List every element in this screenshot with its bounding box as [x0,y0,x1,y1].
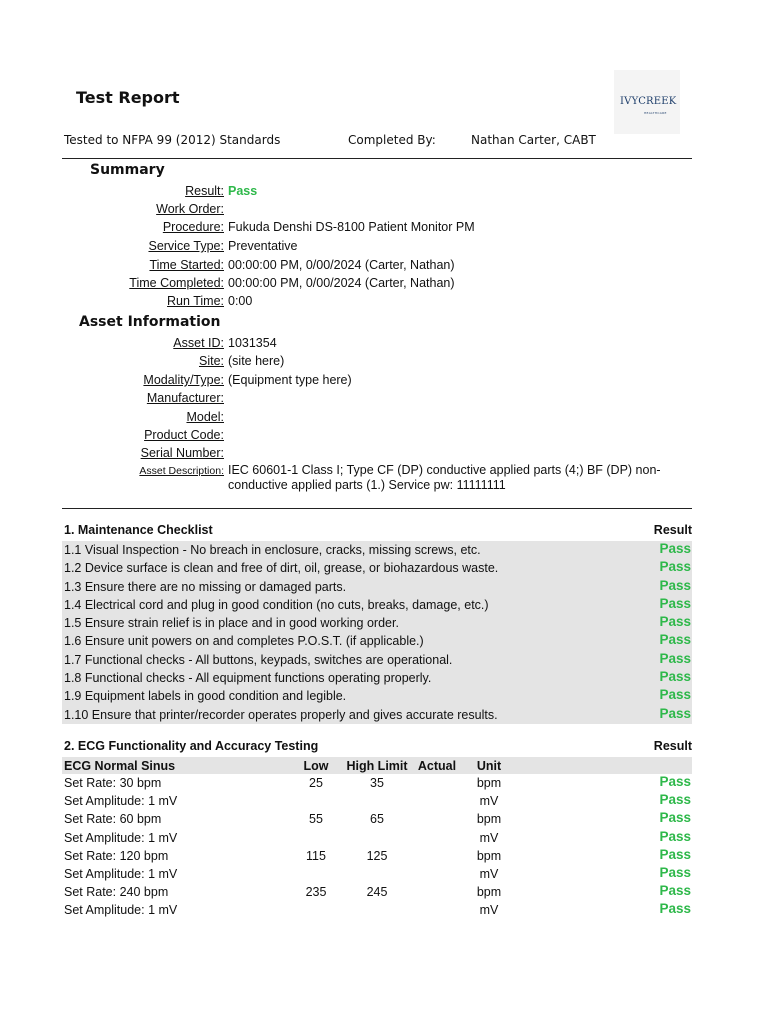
ecg-row [62,901,692,919]
checklist-text: 1.4 Electrical cord and plug in good condition (no cuts, breaks, damage, etc.) [64,597,489,612]
result-column-header: Result [653,523,692,537]
asset-heading: Asset Information [79,314,221,330]
field-value: 0:00 [228,294,253,308]
field-label: Time Completed: [129,276,224,290]
checklist-header [64,523,692,537]
ecg-row [62,810,692,828]
ecg-result: Pass [659,828,691,844]
checklist-result: Pass [659,541,691,556]
company-logo [614,70,680,134]
checklist-text: 1.9 Equipment labels in good condition and legible. [64,689,347,704]
field-label: Time Started: [149,258,224,272]
field-label: Serial Number: [140,446,224,460]
checklist-result: Pass [659,632,691,648]
asset-field [60,391,700,409]
test-name: Set Amplitude: 1 mV [64,830,178,845]
ecg-result: Pass [659,792,691,808]
asset-field [60,410,700,428]
logo-text: IVYCREEK [620,96,677,107]
ecg-result: Pass [659,883,691,899]
ecg-row [62,792,692,810]
ecg-result: Pass [659,901,691,917]
checklist-row [62,596,692,614]
field-label: Service Type: [148,239,224,253]
ecg-row [62,865,692,883]
high-value: 125 [366,848,388,863]
asset-field [60,428,700,446]
field-label: Modality/Type: [143,373,224,387]
checklist-row [62,614,692,632]
field-label: Asset ID: [173,336,224,350]
asset-field [60,446,700,464]
checklist-result: Pass [659,577,691,593]
field-label: Site: [198,354,224,368]
low-value: 55 [309,812,323,827]
checklist-result: Pass [659,705,691,721]
ecg-header [64,739,692,753]
asset-field [60,373,700,391]
field-value: (site here) [228,354,285,368]
unit: mV [479,903,499,918]
field-value: 00:00:00 PM, 0/00/2024 (Carter, Nathan) [228,276,455,290]
test-name: Set Amplitude: 1 mV [64,903,178,918]
checklist-result: Pass [659,559,691,575]
field-label: Work Order: [156,202,224,216]
unit: bpm [476,848,502,863]
ecg-row [62,883,692,901]
test-name: Set Rate: 120 bpm [64,848,169,863]
asset-description: IEC 60601-1 Class I; Type CF (DP) conductive applied parts (4;) BF (DP) non-conductive applied parts (1.) Service pw: 11111111 [228,463,661,492]
result-column-header: Result [653,739,692,753]
test-name: Set Rate: 60 bpm [64,812,162,827]
checklist-result: Pass [659,614,691,630]
checklist-row [62,706,692,724]
ecg-result: Pass [659,846,691,862]
high-value: 65 [370,812,384,827]
checklist-text: 1.5 Ensure strain relief is in place and in good working order. [64,616,399,631]
test-name: Set Rate: 240 bpm [64,885,169,900]
summary-field [60,220,700,238]
ecg-row [62,774,692,792]
asset-divider [62,508,692,509]
checklist-row [62,669,692,687]
checklist-row [62,687,692,705]
field-label: Procedure: [162,220,224,234]
ecg-result: Pass [659,810,691,826]
ecg-row [62,847,692,865]
test-name: Set Rate: 30 bpm [64,776,162,790]
checklist-result: Pass [659,650,691,666]
checklist-result: Pass [659,687,691,703]
high-value: 245 [366,885,388,900]
summary-field [60,276,700,294]
checklist-row [62,541,692,559]
checklist-result: Pass [659,669,691,685]
unit: mV [479,830,499,845]
report-title: Test Report [76,88,180,107]
col-header-unit: Unit [476,759,502,773]
ecg-column-headers [62,757,692,774]
checklist-row [62,578,692,596]
col-header-actual: Actual [417,759,457,773]
summary-field [60,202,700,220]
unit: mV [479,866,499,881]
logo-subtext: HEALTHCARE [644,111,667,115]
col-header-test: ECG Normal Sinus [64,759,176,773]
checklist-text: 1.10 Ensure that printer/recorder operates properly and gives accurate results. [64,707,498,722]
asset-field [60,336,700,354]
header-divider [62,158,692,159]
col-header-low: Low [303,759,329,773]
checklist-result: Pass [659,595,691,611]
checklist-text: 1.6 Ensure unit powers on and completes P.O.S.T. (if applicable.) [64,634,424,649]
summary-field [60,294,700,312]
asset-field [60,354,700,372]
ecg-result: Pass [659,864,691,880]
standards-text: Tested to NFPA 99 (2012) Standards [64,133,281,147]
completed-by-label: Completed By: [348,133,436,147]
ecg-row [62,829,692,847]
field-value: 1031354 [228,336,277,350]
test-name: Set Amplitude: 1 mV [64,794,178,809]
field-value: Preventative [228,239,298,253]
summary-field [60,239,700,257]
low-value: 115 [306,848,326,863]
unit: bpm [476,776,502,790]
checklist-text: 1.3 Ensure there are no missing or damaged parts. [64,579,347,594]
completed-by-name: Nathan Carter, CABT [471,133,596,147]
result-value: Pass [228,184,258,198]
checklist-text: 1.1 Visual Inspection - No breach in enclosure, cracks, missing screws, etc. [64,543,481,557]
ecg-heading: 2. ECG Functionality and Accuracy Testing [64,739,319,753]
unit: mV [479,794,499,809]
low-value: 25 [309,776,323,790]
summary-heading: Summary [90,162,165,178]
checklist-heading: 1. Maintenance Checklist [64,523,213,537]
field-value: (Equipment type here) [228,373,352,387]
checklist-text: 1.8 Functional checks - All equipment functions operating properly. [64,671,432,686]
ecg-result: Pass [659,774,691,789]
maintenance-checklist [62,541,692,724]
high-value: 35 [370,776,384,790]
field-label: Asset Description: [139,465,224,477]
unit: bpm [476,812,502,827]
checklist-row [62,632,692,650]
ecg-table [62,757,692,920]
field-value: 00:00:00 PM, 0/00/2024 (Carter, Nathan) [228,258,455,272]
checklist-row [62,559,692,577]
field-label: Model: [186,410,224,424]
field-label: Result: [185,184,224,198]
low-value: 235 [305,885,327,900]
field-label: Manufacturer: [146,391,224,405]
field-label: Product Code: [144,428,224,442]
unit: bpm [476,885,502,900]
checklist-text: 1.7 Functional checks - All buttons, keypads, switches are operational. [64,652,453,667]
checklist-text: 1.2 Device surface is clean and free of dirt, oil, grease, or biohazardous waste. [64,561,499,576]
col-header-high: High Limit [346,759,408,773]
checklist-row [62,651,692,669]
test-name: Set Amplitude: 1 mV [64,866,178,881]
summary-field [60,258,700,276]
field-label: Run Time: [167,294,224,308]
summary-field [60,184,700,202]
field-value: Fukuda Denshi DS-8100 Patient Monitor PM [228,220,475,234]
